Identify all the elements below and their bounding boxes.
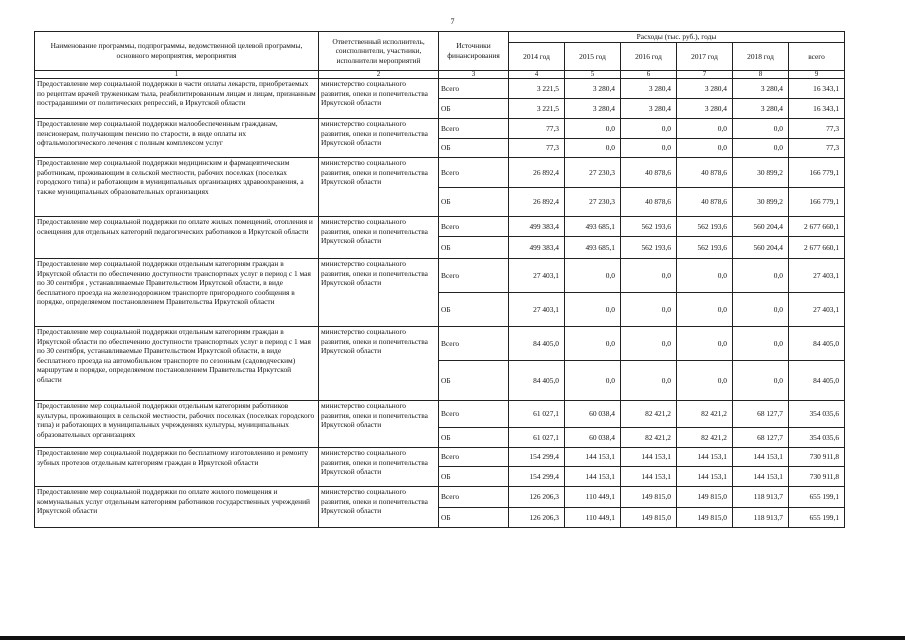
year-value-cell: 0,0: [621, 361, 677, 401]
funding-source-cell: ОБ: [439, 99, 509, 119]
year-value-cell: 0,0: [621, 293, 677, 327]
total-cell: 730 911,8: [789, 467, 845, 487]
funding-source-cell: ОБ: [439, 188, 509, 217]
measure-name: Предоставление мер социальной поддержки отдельным категориям работников культуры, проживающих в сельской местности, рабочих поселках (поселках городского типа) и работающих в муниципальных учреждениях культуры, муниципальных образовательных организациях: [35, 401, 319, 448]
total-cell: 2 677 660,1: [789, 237, 845, 259]
year-value-cell: 144 153,1: [565, 467, 621, 487]
column-number: 4: [509, 71, 565, 79]
column-number: 6: [621, 71, 677, 79]
year-value-cell: 61 027,1: [509, 428, 565, 448]
year-value-cell: 0,0: [733, 259, 789, 293]
header-expenses: Расходы (тыс. руб.), годы: [509, 32, 845, 43]
year-value-cell: 144 153,1: [733, 448, 789, 467]
year-value-cell: 0,0: [621, 139, 677, 158]
year-value-cell: 0,0: [565, 139, 621, 158]
funding-source-cell: ОБ: [439, 139, 509, 158]
year-value-cell: 110 449,1: [565, 508, 621, 528]
year-value-cell: 77,3: [509, 119, 565, 139]
total-cell: 730 911,8: [789, 448, 845, 467]
year-value-cell: 68 127,7: [733, 428, 789, 448]
year-value-cell: 27 230,3: [565, 158, 621, 188]
year-value-cell: 3 280,4: [621, 79, 677, 99]
funding-source-cell: ОБ: [439, 361, 509, 401]
year-value-cell: 0,0: [677, 361, 733, 401]
year-value-cell: 68 127,7: [733, 401, 789, 428]
year-value-cell: 82 421,2: [621, 428, 677, 448]
header-year: 2015 год: [565, 43, 621, 71]
year-value-cell: 3 280,4: [733, 99, 789, 119]
year-value-cell: 560 204,4: [733, 237, 789, 259]
year-value-cell: 0,0: [677, 259, 733, 293]
year-value-cell: 562 193,6: [621, 217, 677, 237]
year-value-cell: 0,0: [565, 119, 621, 139]
year-value-cell: 560 204,4: [733, 217, 789, 237]
year-value-cell: 3 280,4: [621, 99, 677, 119]
column-number: 5: [565, 71, 621, 79]
year-value-cell: 0,0: [621, 119, 677, 139]
year-value-cell: 60 038,4: [565, 428, 621, 448]
year-value-cell: 3 280,4: [565, 79, 621, 99]
year-value-cell: 0,0: [677, 293, 733, 327]
funding-source-cell: Всего: [439, 327, 509, 361]
measure-executor: министерство социального развития, опеки и попечительства Иркутской области: [319, 327, 439, 401]
year-value-cell: 0,0: [733, 361, 789, 401]
year-value-cell: 493 685,1: [565, 217, 621, 237]
funding-source-cell: Всего: [439, 401, 509, 428]
table-row: [35, 119, 845, 139]
measure-executor: министерство социального развития, опеки и попечительства Иркутской области: [319, 158, 439, 217]
year-value-cell: 40 878,6: [621, 188, 677, 217]
year-value-cell: 3 221,5: [509, 99, 565, 119]
year-value-cell: 0,0: [621, 327, 677, 361]
year-value-cell: 27 403,1: [509, 259, 565, 293]
header-year: 2014 год: [509, 43, 565, 71]
total-cell: 166 779,1: [789, 188, 845, 217]
total-cell: 354 035,6: [789, 401, 845, 428]
measure-executor: министерство социального развития, опеки и попечительства Иркутской области: [319, 259, 439, 327]
year-value-cell: 144 153,1: [621, 467, 677, 487]
year-value-cell: 82 421,2: [621, 401, 677, 428]
funding-source-cell: Всего: [439, 217, 509, 237]
column-number: 8: [733, 71, 789, 79]
table-row: [35, 217, 845, 237]
year-value-cell: 84 405,0: [509, 361, 565, 401]
measure-name: Предоставление мер социальной поддержки отдельным категориям граждан в Иркутской области по обеспечению доступности транспортных услуг в период с 1 мая по 30 сентября, устанавливаемые Правительством Иркутской области, в виде бесплатного проезда на автомобильном транспорте по сезонным (садоводческим) маршрутам в порядке, определяемом постановлением Правительства Иркутской области: [35, 327, 319, 401]
table-row: [35, 327, 845, 361]
measure-name: Предоставление мер социальной поддержки по бесплатному изготовлению и ремонту зубных протезов отдельным категориям граждан в Иркутской области: [35, 448, 319, 487]
table-row: [35, 487, 845, 508]
year-value-cell: 0,0: [677, 119, 733, 139]
total-cell: 354 035,6: [789, 428, 845, 448]
year-value-cell: 493 685,1: [565, 237, 621, 259]
funding-source-cell: ОБ: [439, 237, 509, 259]
year-value-cell: 149 815,0: [677, 508, 733, 528]
year-value-cell: 0,0: [565, 327, 621, 361]
year-value-cell: 60 038,4: [565, 401, 621, 428]
year-value-cell: 118 913,7: [733, 487, 789, 508]
year-value-cell: 27 403,1: [509, 293, 565, 327]
year-value-cell: 84 405,0: [509, 327, 565, 361]
year-value-cell: 0,0: [565, 259, 621, 293]
measure-executor: министерство социального развития, опеки и попечительства Иркутской области: [319, 217, 439, 259]
year-value-cell: 3 280,4: [677, 79, 733, 99]
year-value-cell: 40 878,6: [677, 158, 733, 188]
total-cell: 166 779,1: [789, 158, 845, 188]
measure-executor: министерство социального развития, опеки и попечительства Иркутской области: [319, 119, 439, 158]
year-value-cell: 0,0: [733, 119, 789, 139]
funding-source-cell: ОБ: [439, 293, 509, 327]
total-cell: 2 677 660,1: [789, 217, 845, 237]
year-value-cell: 82 421,2: [677, 428, 733, 448]
column-number: 2: [319, 71, 439, 79]
scan-edge: [0, 636, 905, 640]
year-value-cell: 0,0: [733, 327, 789, 361]
measure-name: Предоставление мер социальной поддержки по оплате жилого помещения и коммунальных услуг отдельным категориям работников государственных учреждений Иркутской области: [35, 487, 319, 528]
funding-source-cell: Всего: [439, 448, 509, 467]
year-value-cell: 77,3: [509, 139, 565, 158]
total-cell: 27 403,1: [789, 259, 845, 293]
year-value-cell: 144 153,1: [677, 448, 733, 467]
table-body: [35, 79, 845, 528]
measure-executor: министерство социального развития, опеки и попечительства Иркутской области: [319, 79, 439, 119]
year-value-cell: 110 449,1: [565, 487, 621, 508]
total-cell: 655 199,1: [789, 487, 845, 508]
measure-executor: министерство социального развития, опеки и попечительства Иркутской области: [319, 401, 439, 448]
funding-source-cell: ОБ: [439, 428, 509, 448]
funding-source-cell: Всего: [439, 259, 509, 293]
year-value-cell: 30 899,2: [733, 158, 789, 188]
year-value-cell: 40 878,6: [677, 188, 733, 217]
column-number: 1: [35, 71, 319, 79]
year-value-cell: 0,0: [565, 361, 621, 401]
table-row: [35, 259, 845, 293]
total-cell: 16 343,1: [789, 79, 845, 99]
year-value-cell: 126 206,3: [509, 508, 565, 528]
column-number: 9: [789, 71, 845, 79]
measure-executor: министерство социального развития, опеки и попечительства Иркутской области: [319, 448, 439, 487]
year-value-cell: 61 027,1: [509, 401, 565, 428]
total-cell: 84 405,0: [789, 327, 845, 361]
funding-source-cell: Всего: [439, 487, 509, 508]
year-value-cell: 149 815,0: [621, 508, 677, 528]
year-value-cell: 499 383,4: [509, 237, 565, 259]
measure-executor: министерство социального развития, опеки и попечительства Иркутской области: [319, 487, 439, 528]
total-cell: 16 343,1: [789, 99, 845, 119]
table-row: [35, 79, 845, 99]
header-funding-source: Источники финансирования: [439, 32, 509, 71]
year-value-cell: 0,0: [733, 139, 789, 158]
year-value-cell: 27 230,3: [565, 188, 621, 217]
header-program-name: Наименование программы, подпрограммы, ведомственной целевой программы, основного мероприятия, мероприятия: [35, 32, 319, 71]
year-value-cell: 26 892,4: [509, 188, 565, 217]
year-value-cell: 26 892,4: [509, 158, 565, 188]
year-value-cell: 82 421,2: [677, 401, 733, 428]
year-value-cell: 3 280,4: [677, 99, 733, 119]
table-row: [35, 448, 845, 467]
year-value-cell: 3 280,4: [565, 99, 621, 119]
table-row: [35, 158, 845, 188]
year-value-cell: 149 815,0: [621, 487, 677, 508]
measure-name: Предоставление мер социальной поддержки отдельным категориям граждан в Иркутской области по обеспечению доступности транспортных услуг в период с 1 мая по 30 сентября , устанавливаемые Правительством Иркутской области, в виде бесплатного проезда на железнодорожном транспорте пригородного сообщения в порядке, определяемом постановлением Правительства Иркутской области: [35, 259, 319, 327]
year-value-cell: 0,0: [677, 327, 733, 361]
year-value-cell: 144 153,1: [677, 467, 733, 487]
header-year: 2017 год: [677, 43, 733, 71]
year-value-cell: 3 280,4: [733, 79, 789, 99]
year-value-cell: 0,0: [677, 139, 733, 158]
funding-source-cell: ОБ: [439, 508, 509, 528]
total-cell: 77,3: [789, 139, 845, 158]
measure-name: Предоставление мер социальной поддержки по оплате жилых помещений, отопления и освещения для отдельных категорий педагогических работников в Иркутской области: [35, 217, 319, 259]
measure-name: Предоставление мер социальной поддержки медицинским и фармацевтическим работникам, проживающим в сельской местности, рабочих поселках (поселках городского типа) и работающим в муниципальных организациях здравоохранения, а также муниципальных образовательных организациях: [35, 158, 319, 217]
expenses-table: [34, 31, 845, 528]
year-value-cell: 144 153,1: [733, 467, 789, 487]
year-value-cell: 0,0: [621, 259, 677, 293]
year-value-cell: 499 383,4: [509, 217, 565, 237]
total-cell: 77,3: [789, 119, 845, 139]
year-value-cell: 562 193,6: [677, 237, 733, 259]
year-value-cell: 144 153,1: [621, 448, 677, 467]
year-value-cell: 149 815,0: [677, 487, 733, 508]
table-header: [35, 32, 845, 79]
measure-name: Предоставление мер социальной поддержки малообеспеченным гражданам, пенсионерам, получающим пенсию по старости, в виде оплаты их офтальмологического лечения с полным комплексом услуг: [35, 119, 319, 158]
header-year: 2018 год: [733, 43, 789, 71]
header-total: всего: [789, 43, 845, 71]
total-cell: 84 405,0: [789, 361, 845, 401]
funding-source-cell: ОБ: [439, 467, 509, 487]
funding-source-cell: Всего: [439, 119, 509, 139]
year-value-cell: 0,0: [565, 293, 621, 327]
year-value-cell: 154 299,4: [509, 467, 565, 487]
year-value-cell: 30 899,2: [733, 188, 789, 217]
page-number: 7: [450, 17, 455, 26]
measure-name: Предоставление мер социальной поддержки в части оплаты лекарств, приобретаемых по рецептам врачей труженикам тыла, реабилитированным лицам и лицам, признанным пострадавшими от политических репрессий, в Иркутской области: [35, 79, 319, 119]
column-number: 3: [439, 71, 509, 79]
funding-source-cell: Всего: [439, 158, 509, 188]
year-value-cell: 3 221,5: [509, 79, 565, 99]
year-value-cell: 118 913,7: [733, 508, 789, 528]
total-cell: 27 403,1: [789, 293, 845, 327]
year-value-cell: 40 878,6: [621, 158, 677, 188]
column-number: 7: [677, 71, 733, 79]
table-row: [35, 401, 845, 428]
year-value-cell: 562 193,6: [621, 237, 677, 259]
year-value-cell: 126 206,3: [509, 487, 565, 508]
header-year: 2016 год: [621, 43, 677, 71]
year-value-cell: 562 193,6: [677, 217, 733, 237]
total-cell: 655 199,1: [789, 508, 845, 528]
year-value-cell: 144 153,1: [565, 448, 621, 467]
header-executor: Ответственный исполнитель, соисполнители, участники, исполнители мероприятий: [319, 32, 439, 71]
funding-source-cell: Всего: [439, 79, 509, 99]
year-value-cell: 0,0: [733, 293, 789, 327]
year-value-cell: 154 299,4: [509, 448, 565, 467]
